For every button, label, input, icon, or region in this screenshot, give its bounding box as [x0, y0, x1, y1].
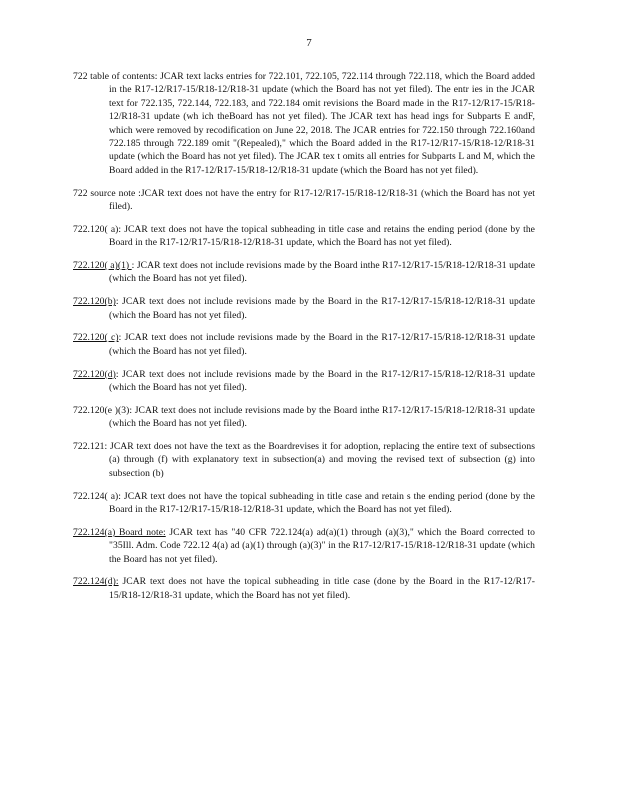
entry-722-120-a	[73, 223, 535, 250]
entry-722-120-c	[73, 331, 535, 358]
entry-source-note	[73, 187, 535, 214]
entry-text: 722 table of contents: JCAR text lacks entries for 722.101, 722.105, 722.114 through 722.118, which the Board added in the R17-12/R17-15/R18-12/R18-31 update (which the Board has not yet filed). The entr ies in the JCAR text for 722.135, 722.144, 722.183, and 722.184 omit revisions the Board made in the R17-12/R17-15/R18-12/R18-31 update (wh ich theBoard has not yet filed). The JCAR text has head ings for Subparts E andF, which were removed by recodification on June 22, 2018. The JCAR entries for 722.150 through 722.160and 722.185 through 722.189 omit "(Repealed)," which the Board added in the R17-12/R17-15/R18-12/R18-31 update (which the Board has not yet filed). The JCAR tex t omits all entries for Subparts L and M, which the Board added in the R17-12/R17-15/R18-12/R18-31 update (which the Board has not yet filed).	[73, 71, 535, 176]
entry-text: : JCAR text does not include revisions made by the Board in the R17-12/R17-15/R18-12/R18-31 update (which the Board has not yet filed).	[109, 332, 536, 357]
entry-722-120-b	[73, 295, 535, 322]
entry-722-121	[73, 440, 535, 480]
entry-text: : JCAR text does not include revisions made by the Board inthe R17-12/R17-15/R18-12/R18-31 update (which the Board has not yet filed).	[109, 260, 535, 285]
entry-reference: 722.124(a) Board note:	[73, 526, 166, 538]
entry-722-120-e-3	[73, 404, 535, 431]
entry-722-120-d	[73, 368, 535, 395]
entry-text: JCAR text does not have the topical subheading in title case (done by the Board in the R17-12/R17-15/R18-12/R18-31 update, which the Board has not yet filed).	[109, 576, 535, 601]
entry-text: 722.121: JCAR text does not have the text as the Boardrevises it for adoption, replacing the entire text of subsections (a) through (f) with explanatory text in subsection(a) and moving the revised text of subsection (g) into subsection (b)	[73, 441, 535, 479]
entry-722-124-d	[73, 575, 535, 602]
entry-reference: 722.120(b)	[73, 296, 116, 308]
entry-text: JCAR text has "40 CFR 722.124(a) ad(a)(1) through (a)(3)," which the Board corrected to "35Ill. Adm. Code 722.12 4(a) ad (a)(1) through (a)(3)" in the R17-12/R17-15/R18-12/R18-31 update (which the Board has not yet filed).	[109, 526, 535, 565]
comment-list	[73, 70, 535, 612]
entry-text: : JCAR text does not include revisions made by the Board in the R17-12/R17-15/R18-12/R18-31 update (which the Board has not yet filed).	[109, 368, 535, 394]
entry-text: 722.124( a): JCAR text does not have the topical subheading in title case and retain s the ending period (done by the Board in the R17-12/R17-15/R18-12/R18-31 update, which the Board has not yet filed).	[73, 490, 535, 516]
entry-text: 722.120( a): JCAR text does not have the topical subheading in title case and retains the ending period (done by the Board in the R17-12/R17-15/R18-12/R18-31 update, which the Board has not yet filed).	[73, 223, 535, 249]
entry-text: 722 source note :JCAR text does not have the entry for R17-12/R17-15/R18-12/R18-31 (which the Board has not yet filed).	[73, 187, 535, 213]
entry-reference: 722.124(d):	[73, 576, 119, 588]
entry-722-120-a-1	[73, 259, 535, 286]
entry-reference: 722.120(d)	[73, 368, 116, 380]
page-number: 7	[306, 37, 312, 49]
entry-722-124-a	[73, 490, 535, 517]
entry-table-of-contents	[73, 70, 535, 177]
entry-reference: 722.120( c)	[73, 332, 119, 344]
entry-722-124-a-board-note	[73, 526, 535, 566]
entry-reference: 722.120( a)(1)	[73, 260, 132, 272]
entry-text: : JCAR text does not include revisions made by the Board in the R17-12/R17-15/R18-12/R18-31 update (which the Board has not yet filed).	[109, 296, 535, 321]
entry-text: 722.120(e )(3): JCAR text does not include revisions made by the Board inthe R17-12/R17-15/R18-12/R18-31 update (which the Board has not yet filed).	[73, 404, 535, 430]
